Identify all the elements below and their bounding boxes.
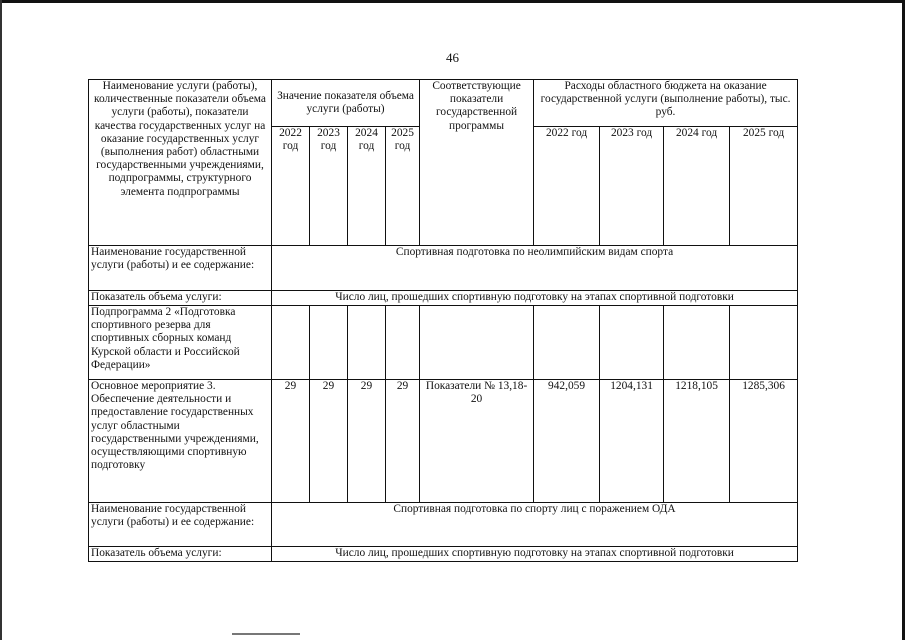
indicator-year-2022: 2022 год (272, 127, 310, 246)
expense-year-2023: 2023 год (600, 127, 664, 246)
subprogram-label: Подпрограмма 2 «Подготовка спортивного резерва для спортивных сборных команд Курской области и Российской Федерации» (89, 306, 272, 380)
empty-cell (386, 306, 420, 380)
service-name-value: Спортивная подготовка по спорту лиц с поражением ОДА (272, 503, 798, 547)
table-row (89, 291, 798, 306)
volume-indicator-label: Показатель объема услуги: (89, 547, 272, 562)
expense-2023: 1204,131 (600, 380, 664, 503)
expense-2025: 1285,306 (730, 380, 798, 503)
indicator-year-2024: 2024 год (348, 127, 386, 246)
header-row (89, 80, 798, 127)
empty-cell (730, 306, 798, 380)
service-name-label: Наименование государственной услуги (работы) и ее содержание: (89, 246, 272, 291)
empty-cell (272, 306, 310, 380)
empty-cell (534, 306, 600, 380)
empty-cell (310, 306, 348, 380)
empty-cell (420, 306, 534, 380)
header-name-cell: Наименование услуги (работы), количественные показатели объема услуги (работы), показатели качества государственных услуг на оказание государственных услуг (выполнения работ) областными государственными учреждениями, подпрограммы, структурного элемента подпрограммы (89, 80, 272, 246)
measure-value-2024: 29 (348, 380, 386, 503)
measure-program: Показатели № 13,18-20 (420, 380, 534, 503)
table-row (89, 380, 798, 503)
page-frame-top (0, 0, 905, 3)
expense-year-2024: 2024 год (664, 127, 730, 246)
volume-indicator-value: Число лиц, прошедших спортивную подготовку на этапах спортивной подготовки (272, 547, 798, 562)
header-program-cell: Соответствующие показатели государственной программы (420, 80, 534, 246)
measure-value-2023: 29 (310, 380, 348, 503)
volume-indicator-label: Показатель объема услуги: (89, 291, 272, 306)
expense-year-2025: 2025 год (730, 127, 798, 246)
table-row (89, 246, 798, 291)
header-expense-group: Расходы областного бюджета на оказание государственной услуги (выполнение работы), тыс. руб. (534, 80, 798, 127)
table-row (89, 306, 798, 380)
expense-2024: 1218,105 (664, 380, 730, 503)
empty-cell (600, 306, 664, 380)
expense-2022: 942,059 (534, 380, 600, 503)
measure-value-2025: 29 (386, 380, 420, 503)
volume-indicator-value: Число лиц, прошедших спортивную подготовку на этапах спортивной подготовки (272, 291, 798, 306)
indicator-year-2025: 2025 год (386, 127, 420, 246)
service-name-value: Спортивная подготовка по неолимпийским видам спорта (272, 246, 798, 291)
measure-label: Основное мероприятие 3. Обеспечение деятельности и предоставление государственных услуг областными государственными учреждениями, осуществляющими спортивную подготовку (89, 380, 272, 503)
indicator-year-2023: 2023 год (310, 127, 348, 246)
empty-cell (348, 306, 386, 380)
table-row (89, 547, 798, 562)
scan-artifact (232, 633, 300, 635)
services-table (88, 79, 798, 562)
measure-value-2022: 29 (272, 380, 310, 503)
table-row (89, 503, 798, 547)
service-name-label: Наименование государственной услуги (работы) и ее содержание: (89, 503, 272, 547)
empty-cell (664, 306, 730, 380)
page-number: 46 (446, 50, 459, 65)
expense-year-2022: 2022 год (534, 127, 600, 246)
header-indicator-group: Значение показателя объема услуги (работы) (272, 80, 420, 127)
page-frame-left (0, 0, 2, 640)
